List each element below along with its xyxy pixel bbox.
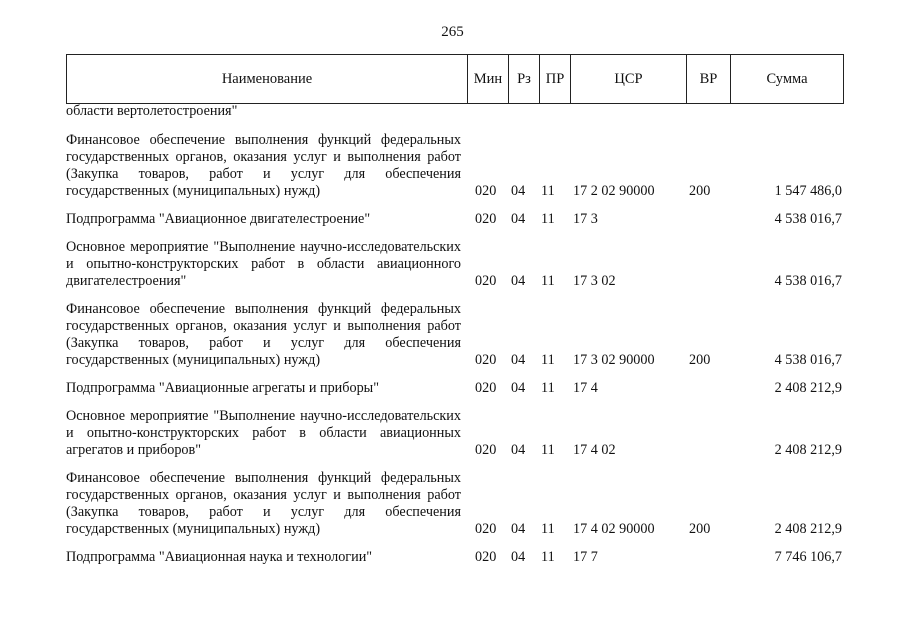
row-csr: 17 4 02 xyxy=(573,442,616,458)
row-rz: 04 xyxy=(511,211,526,227)
table-row xyxy=(66,132,844,200)
row-sum: 2 408 212,9 xyxy=(774,521,842,537)
row-name: Финансовое обеспечение выполнения функций федеральных государственных органов, оказания услуг и выполнения работ (Закупка товаров, работ и услуг для обеспечения государственных (муниципальных) нужд) xyxy=(66,132,461,199)
row-rz: 04 xyxy=(511,273,526,289)
header-pr: ПР xyxy=(540,55,571,103)
row-sum: 2 408 212,9 xyxy=(774,380,842,396)
row-pr: 11 xyxy=(541,549,555,565)
row-sum: 2 408 212,9 xyxy=(774,442,842,458)
table-row xyxy=(66,470,844,538)
row-pr: 11 xyxy=(541,380,555,396)
row-min: 020 xyxy=(475,549,497,565)
row-rz: 04 xyxy=(511,352,526,368)
row-sum: 4 538 016,7 xyxy=(774,352,842,368)
row-csr: 17 2 02 90000 xyxy=(573,183,655,199)
row-min: 020 xyxy=(475,183,497,199)
table-header xyxy=(66,54,844,104)
row-pr: 11 xyxy=(541,352,555,368)
row-pr: 11 xyxy=(541,442,555,458)
row-name: Подпрограмма "Авиационная наука и технологии" xyxy=(66,549,373,565)
table-row xyxy=(66,103,844,120)
row-csr: 17 7 xyxy=(573,549,598,565)
row-csr: 17 3 02 90000 xyxy=(573,352,655,368)
page-number: 265 xyxy=(441,24,464,40)
row-name: Подпрограмма "Авиационное двигателестроение" xyxy=(66,211,371,227)
table-row xyxy=(66,211,844,228)
header-csr: ЦСР xyxy=(571,55,687,103)
table-row xyxy=(66,408,844,459)
row-csr: 17 4 xyxy=(573,380,598,396)
table-row xyxy=(66,301,844,369)
row-sum: 7 746 106,7 xyxy=(774,549,842,565)
row-min: 020 xyxy=(475,211,497,227)
row-name: области вертолетостроения" xyxy=(66,103,238,119)
table-row xyxy=(66,239,844,290)
row-pr: 11 xyxy=(541,273,555,289)
row-min: 020 xyxy=(475,521,497,537)
row-csr: 17 3 xyxy=(573,211,598,227)
row-vr: 200 xyxy=(689,521,711,537)
row-name: Основное мероприятие "Выполнение научно-исследовательских и опытно-конструкторских работ в области авиационных агрегатов и приборов" xyxy=(66,408,461,458)
row-name: Финансовое обеспечение выполнения функций федеральных государственных органов, оказания услуг и выполнения работ (Закупка товаров, работ и услуг для обеспечения государственных (муниципальных) нужд) xyxy=(66,470,461,537)
table-row xyxy=(66,549,844,566)
row-sum: 4 538 016,7 xyxy=(774,273,842,289)
row-sum: 4 538 016,7 xyxy=(774,211,842,227)
row-min: 020 xyxy=(475,273,497,289)
row-csr: 17 4 02 90000 xyxy=(573,521,655,537)
row-rz: 04 xyxy=(511,521,526,537)
row-pr: 11 xyxy=(541,183,555,199)
header-sum: Сумма xyxy=(766,70,808,87)
row-min: 020 xyxy=(475,442,497,458)
header-rz: Рз xyxy=(509,55,540,103)
row-min: 020 xyxy=(475,352,497,368)
row-name: Основное мероприятие "Выполнение научно-исследовательских и опытно-конструкторских работ в области авиационного двигателестроения" xyxy=(66,239,461,289)
row-name: Подпрограмма "Авиационные агрегаты и приборы" xyxy=(66,380,379,396)
row-min: 020 xyxy=(475,380,497,396)
row-rz: 04 xyxy=(511,380,526,396)
header-vr: ВР xyxy=(687,55,731,103)
row-rz: 04 xyxy=(511,183,526,199)
row-vr: 200 xyxy=(689,183,711,199)
row-pr: 11 xyxy=(541,521,555,537)
row-name: Финансовое обеспечение выполнения функций федеральных государственных органов, оказания услуг и выполнения работ (Закупка товаров, работ и услуг для обеспечения государственных (муниципальных) нужд) xyxy=(66,301,461,368)
row-csr: 17 3 02 xyxy=(573,273,616,289)
table-row xyxy=(66,380,844,397)
header-name: Наименование xyxy=(67,55,468,103)
row-pr: 11 xyxy=(541,211,555,227)
row-rz: 04 xyxy=(511,442,526,458)
row-vr: 200 xyxy=(689,352,711,368)
table-body xyxy=(66,103,844,566)
header-min: Мин xyxy=(468,55,509,103)
row-sum: 1 547 486,0 xyxy=(774,183,842,199)
row-rz: 04 xyxy=(511,549,526,565)
